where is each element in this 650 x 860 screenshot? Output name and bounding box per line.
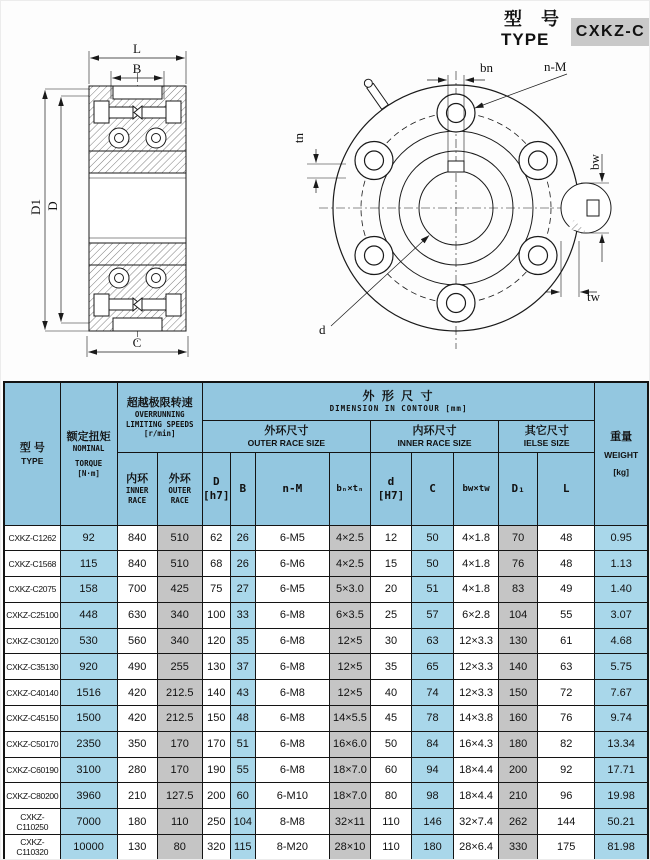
spec-cell: 1.13 xyxy=(595,551,648,577)
spec-cell: 51 xyxy=(412,577,454,603)
spec-row xyxy=(4,551,648,577)
spec-cell: 82 xyxy=(538,731,595,757)
spec-cell: 160 xyxy=(499,706,538,732)
spec-cell: 140 xyxy=(202,680,230,706)
group-header-else-size: 其它尺寸 IELSE SIZE xyxy=(499,420,595,452)
spec-cell: 48 xyxy=(230,706,255,732)
spec-cell: 840 xyxy=(117,525,157,551)
dim-label-D1: D1 xyxy=(28,199,43,215)
spec-cell: 330 xyxy=(499,835,538,860)
spec-cell: 7.67 xyxy=(595,680,648,706)
spec-cell: 510 xyxy=(157,525,202,551)
spec-cell: 6-M10 xyxy=(255,783,329,809)
technical-drawing xyxy=(1,1,650,379)
spec-cell: 6-M6 xyxy=(255,551,329,577)
spec-cell: 83 xyxy=(499,577,538,603)
model-badge: CXKZ-C xyxy=(571,18,650,46)
spec-cell: 92 xyxy=(538,757,595,783)
dim-label-n-M: n-M xyxy=(544,59,567,74)
spec-cell: 84 xyxy=(412,731,454,757)
dim-label-L: L xyxy=(133,41,141,56)
spec-cell: 420 xyxy=(117,680,157,706)
spec-cell: 12×3.3 xyxy=(454,654,499,680)
front-view xyxy=(319,71,611,349)
spec-cell: 3.07 xyxy=(595,602,648,628)
spec-cell: 6-M8 xyxy=(255,706,329,732)
spec-cell: 61 xyxy=(538,628,595,654)
spec-cell: 19.98 xyxy=(595,783,648,809)
spec-cell: 18×4.4 xyxy=(454,783,499,809)
spec-cell: 110 xyxy=(370,809,411,835)
spec-cell: 8-M8 xyxy=(255,809,329,835)
dim-label-tw: tw xyxy=(587,289,600,304)
spec-cell: 50 xyxy=(412,525,454,551)
grease-fitting xyxy=(363,78,388,110)
spec-cell: 127.5 xyxy=(157,783,202,809)
spec-cell: 144 xyxy=(538,809,595,835)
model-cell: CXKZ-C45150 xyxy=(4,706,60,732)
model-cell: CXKZ-C60190 xyxy=(4,757,60,783)
dim-label-bw: bw xyxy=(587,154,602,170)
spec-cell: 18×4.4 xyxy=(454,757,499,783)
dim-label-B: B xyxy=(132,61,142,76)
spec-cell: 0.95 xyxy=(595,525,648,551)
spec-cell: 158 xyxy=(60,577,117,603)
spec-cell: 350 xyxy=(117,731,157,757)
col-header-nM: n-M xyxy=(255,452,329,525)
spec-cell: 4×2.5 xyxy=(329,525,370,551)
spec-cell: 62 xyxy=(202,525,230,551)
spec-cell: 32×11 xyxy=(329,809,370,835)
dim-label-D: D xyxy=(45,201,60,211)
spec-cell: 27 xyxy=(230,577,255,603)
model-cell: CXKZ-C40140 xyxy=(4,680,60,706)
spec-cell: 15 xyxy=(370,551,411,577)
spec-cell: 840 xyxy=(117,551,157,577)
spec-cell: 3100 xyxy=(60,757,117,783)
spec-cell: 16×6.0 xyxy=(329,731,370,757)
spec-cell: 6×2.8 xyxy=(454,602,499,628)
spec-cell: 6×3.5 xyxy=(329,602,370,628)
spec-cell: 210 xyxy=(117,783,157,809)
spec-cell: 5.75 xyxy=(595,654,648,680)
spec-cell: 210 xyxy=(499,783,538,809)
spec-cell: 4×1.8 xyxy=(454,525,499,551)
model-cell: CXKZ-C80200 xyxy=(4,783,60,809)
spec-cell: 340 xyxy=(157,628,202,654)
spec-cell: 49 xyxy=(538,577,595,603)
spec-cell: 8-M20 xyxy=(255,835,329,860)
spec-table-body xyxy=(4,525,648,860)
group-header-outer-race: 外环尺寸 OUTER RACE SIZE xyxy=(202,420,370,452)
spec-cell: 6-M8 xyxy=(255,680,329,706)
col-header-torque: 额定扭矩 NOMINAL TORQUE [N·m] xyxy=(60,382,117,525)
col-header-outer-speed: 外环 OUTER RACE xyxy=(157,452,202,525)
spec-cell: 630 xyxy=(117,602,157,628)
spec-cell: 55 xyxy=(230,757,255,783)
spec-cell: 12×3.3 xyxy=(454,628,499,654)
spec-cell: 33 xyxy=(230,602,255,628)
spec-cell: 530 xyxy=(60,628,117,654)
spec-cell: 12×5 xyxy=(329,628,370,654)
spec-cell: 26 xyxy=(230,525,255,551)
dim-label-bn: bn xyxy=(480,60,493,75)
spec-cell: 104 xyxy=(499,602,538,628)
spec-cell: 560 xyxy=(117,628,157,654)
spec-cell: 50 xyxy=(412,551,454,577)
col-header-C: C xyxy=(412,452,454,525)
spec-cell: 50.21 xyxy=(595,809,648,835)
spec-cell: 150 xyxy=(499,680,538,706)
spec-cell: 448 xyxy=(60,602,117,628)
spec-cell: 65 xyxy=(412,654,454,680)
col-header-dimension: 外 形 尺 寸 DIMENSION IN CONTOUR [mm] xyxy=(202,382,595,420)
spec-cell: 425 xyxy=(157,577,202,603)
spec-cell: 6-M8 xyxy=(255,731,329,757)
spec-cell: 28×6.4 xyxy=(454,835,499,860)
spec-cell: 6-M5 xyxy=(255,577,329,603)
spec-cell: 48 xyxy=(538,525,595,551)
dim-label-d: d xyxy=(319,322,326,337)
spec-cell: 490 xyxy=(117,654,157,680)
spec-row xyxy=(4,757,648,783)
spec-cell: 48 xyxy=(538,551,595,577)
model-cell: CXKZ-C110320 xyxy=(4,835,60,860)
keyway xyxy=(448,161,464,172)
model-cell: CXKZ-C25100 xyxy=(4,602,60,628)
col-header-speeds: 超越极限转速 OVERRUNNING LIMITING SPEEDS [r/min] xyxy=(117,382,202,452)
spec-cell: 1516 xyxy=(60,680,117,706)
spec-cell: 6-M8 xyxy=(255,654,329,680)
section-view xyxy=(89,73,186,345)
spec-cell: 72 xyxy=(538,680,595,706)
model-cell: CXKZ-C2075 xyxy=(4,577,60,603)
spec-cell: 110 xyxy=(157,809,202,835)
dim-label-tn: tn xyxy=(291,132,306,144)
spec-cell: 6-M5 xyxy=(255,525,329,551)
col-header-inner-speed: 内环 INNER RACE xyxy=(117,452,157,525)
spec-cell: 100 xyxy=(202,602,230,628)
spec-cell: 190 xyxy=(202,757,230,783)
col-header-weight: 重量 WEIGHT [kg] xyxy=(595,382,648,525)
model-cell: CXKZ-C1568 xyxy=(4,551,60,577)
spec-cell: 104 xyxy=(230,809,255,835)
spec-cell: 130 xyxy=(117,835,157,860)
spec-row xyxy=(4,577,648,603)
spec-cell: 45 xyxy=(370,706,411,732)
spec-cell: 340 xyxy=(157,602,202,628)
spec-cell: 60 xyxy=(370,757,411,783)
spec-cell: 120 xyxy=(202,628,230,654)
spec-row xyxy=(4,654,648,680)
model-cell: CXKZ-C50170 xyxy=(4,731,60,757)
spec-cell: 4.68 xyxy=(595,628,648,654)
page-title-en: TYPE xyxy=(501,30,550,49)
spec-cell: 13.34 xyxy=(595,731,648,757)
spec-cell: 18×7.0 xyxy=(329,757,370,783)
spec-cell: 12×3.3 xyxy=(454,680,499,706)
spec-cell: 28×10 xyxy=(329,835,370,860)
spec-cell: 180 xyxy=(412,835,454,860)
spec-cell: 110 xyxy=(370,835,411,860)
spec-row xyxy=(4,602,648,628)
spec-cell: 115 xyxy=(60,551,117,577)
spec-cell: 51 xyxy=(230,731,255,757)
spec-cell: 63 xyxy=(538,654,595,680)
spec-cell: 250 xyxy=(202,809,230,835)
spec-cell: 262 xyxy=(499,809,538,835)
spec-row xyxy=(4,809,648,835)
inner-race-top xyxy=(89,151,186,173)
model-cell: CXKZ-C30120 xyxy=(4,628,60,654)
group-header-inner-race: 内环尺寸 INNER RACE SIZE xyxy=(370,420,498,452)
spec-cell: 170 xyxy=(157,757,202,783)
spec-cell: 70 xyxy=(499,525,538,551)
spec-cell: 200 xyxy=(202,783,230,809)
spec-cell: 37 xyxy=(230,654,255,680)
spec-cell: 98 xyxy=(412,783,454,809)
model-cell: CXKZ-C35130 xyxy=(4,654,60,680)
spec-cell: 96 xyxy=(538,783,595,809)
spec-cell: 320 xyxy=(202,835,230,860)
spec-cell: 76 xyxy=(499,551,538,577)
spec-cell: 76 xyxy=(538,706,595,732)
spec-cell: 20 xyxy=(370,577,411,603)
spec-table-header xyxy=(4,382,648,525)
spec-cell: 57 xyxy=(412,602,454,628)
spec-cell: 5×3.0 xyxy=(329,577,370,603)
spec-cell: 180 xyxy=(117,809,157,835)
spec-cell: 130 xyxy=(499,628,538,654)
spec-row xyxy=(4,731,648,757)
spec-cell: 74 xyxy=(412,680,454,706)
spec-cell: 17.71 xyxy=(595,757,648,783)
col-header-bt-inner: bw×tw xyxy=(454,452,499,525)
spec-cell: 12 xyxy=(370,525,411,551)
spec-cell: 55 xyxy=(538,602,595,628)
spec-cell: 32×7.4 xyxy=(454,809,499,835)
spec-cell: 146 xyxy=(412,809,454,835)
spec-cell: 510 xyxy=(157,551,202,577)
spec-cell: 280 xyxy=(117,757,157,783)
spec-cell: 4×1.8 xyxy=(454,551,499,577)
spec-cell: 14×3.8 xyxy=(454,706,499,732)
dim-label-C: C xyxy=(132,335,142,350)
col-header-D: D [h7] xyxy=(202,452,230,525)
spec-cell: 68 xyxy=(202,551,230,577)
spec-cell: 7000 xyxy=(60,809,117,835)
spec-cell: 175 xyxy=(538,835,595,860)
model-cell: CXKZ-C110250 xyxy=(4,809,60,835)
spec-cell: 80 xyxy=(370,783,411,809)
spec-cell: 180 xyxy=(499,731,538,757)
bore-cylinder xyxy=(89,173,186,243)
spec-cell: 212.5 xyxy=(157,680,202,706)
spec-cell: 18×7.0 xyxy=(329,783,370,809)
spec-cell: 78 xyxy=(412,706,454,732)
spec-cell: 60 xyxy=(230,783,255,809)
side-notch xyxy=(561,183,611,233)
col-header-D1: D₁ xyxy=(499,452,538,525)
spec-cell: 170 xyxy=(202,731,230,757)
spec-cell: 6-M8 xyxy=(255,757,329,783)
spec-cell: 25 xyxy=(370,602,411,628)
spec-row xyxy=(4,525,648,551)
spec-cell: 80 xyxy=(157,835,202,860)
spec-cell: 3960 xyxy=(60,783,117,809)
spec-cell: 10000 xyxy=(60,835,117,860)
col-header-B: B xyxy=(230,452,255,525)
spec-cell: 920 xyxy=(60,654,117,680)
spec-cell: 255 xyxy=(157,654,202,680)
spec-cell: 140 xyxy=(499,654,538,680)
spec-cell: 9.74 xyxy=(595,706,648,732)
spec-cell: 4×1.8 xyxy=(454,577,499,603)
model-cell: CXKZ-C1262 xyxy=(4,525,60,551)
spec-cell: 94 xyxy=(412,757,454,783)
spec-cell: 4×2.5 xyxy=(329,551,370,577)
spec-cell: 170 xyxy=(157,731,202,757)
spec-cell: 92 xyxy=(60,525,117,551)
spec-cell: 63 xyxy=(412,628,454,654)
spec-cell: 75 xyxy=(202,577,230,603)
spec-cell: 30 xyxy=(370,628,411,654)
spec-cell: 6-M8 xyxy=(255,628,329,654)
spec-cell: 12×5 xyxy=(329,654,370,680)
spec-cell: 40 xyxy=(370,680,411,706)
spec-cell: 420 xyxy=(117,706,157,732)
spec-cell: 700 xyxy=(117,577,157,603)
spec-cell: 150 xyxy=(202,706,230,732)
spec-cell: 212.5 xyxy=(157,706,202,732)
col-header-L: L xyxy=(538,452,595,525)
spec-row xyxy=(4,628,648,654)
spec-row xyxy=(4,783,648,809)
spec-cell: 1.40 xyxy=(595,577,648,603)
spec-cell: 200 xyxy=(499,757,538,783)
inner-race-bottom xyxy=(89,243,186,265)
col-header-type: 型 号 TYPE xyxy=(4,382,60,525)
spec-cell: 35 xyxy=(370,654,411,680)
spec-cell: 6-M8 xyxy=(255,602,329,628)
page-title-cn: 型 号 xyxy=(504,9,567,29)
spec-cell: 43 xyxy=(230,680,255,706)
col-header-bt-outer: bₙ×tₙ xyxy=(329,452,370,525)
spec-cell: 26 xyxy=(230,551,255,577)
spec-table xyxy=(3,381,649,860)
spec-cell: 50 xyxy=(370,731,411,757)
spec-row xyxy=(4,706,648,732)
spec-cell: 1500 xyxy=(60,706,117,732)
spec-cell: 2350 xyxy=(60,731,117,757)
spec-cell: 14×5.5 xyxy=(329,706,370,732)
spec-cell: 16×4.3 xyxy=(454,731,499,757)
spec-cell: 130 xyxy=(202,654,230,680)
spec-cell: 81.98 xyxy=(595,835,648,860)
spec-cell: 35 xyxy=(230,628,255,654)
col-header-d: d [H7] xyxy=(370,452,411,525)
spec-cell: 12×5 xyxy=(329,680,370,706)
spec-cell: 115 xyxy=(230,835,255,860)
spec-row xyxy=(4,680,648,706)
spec-row xyxy=(4,835,648,860)
